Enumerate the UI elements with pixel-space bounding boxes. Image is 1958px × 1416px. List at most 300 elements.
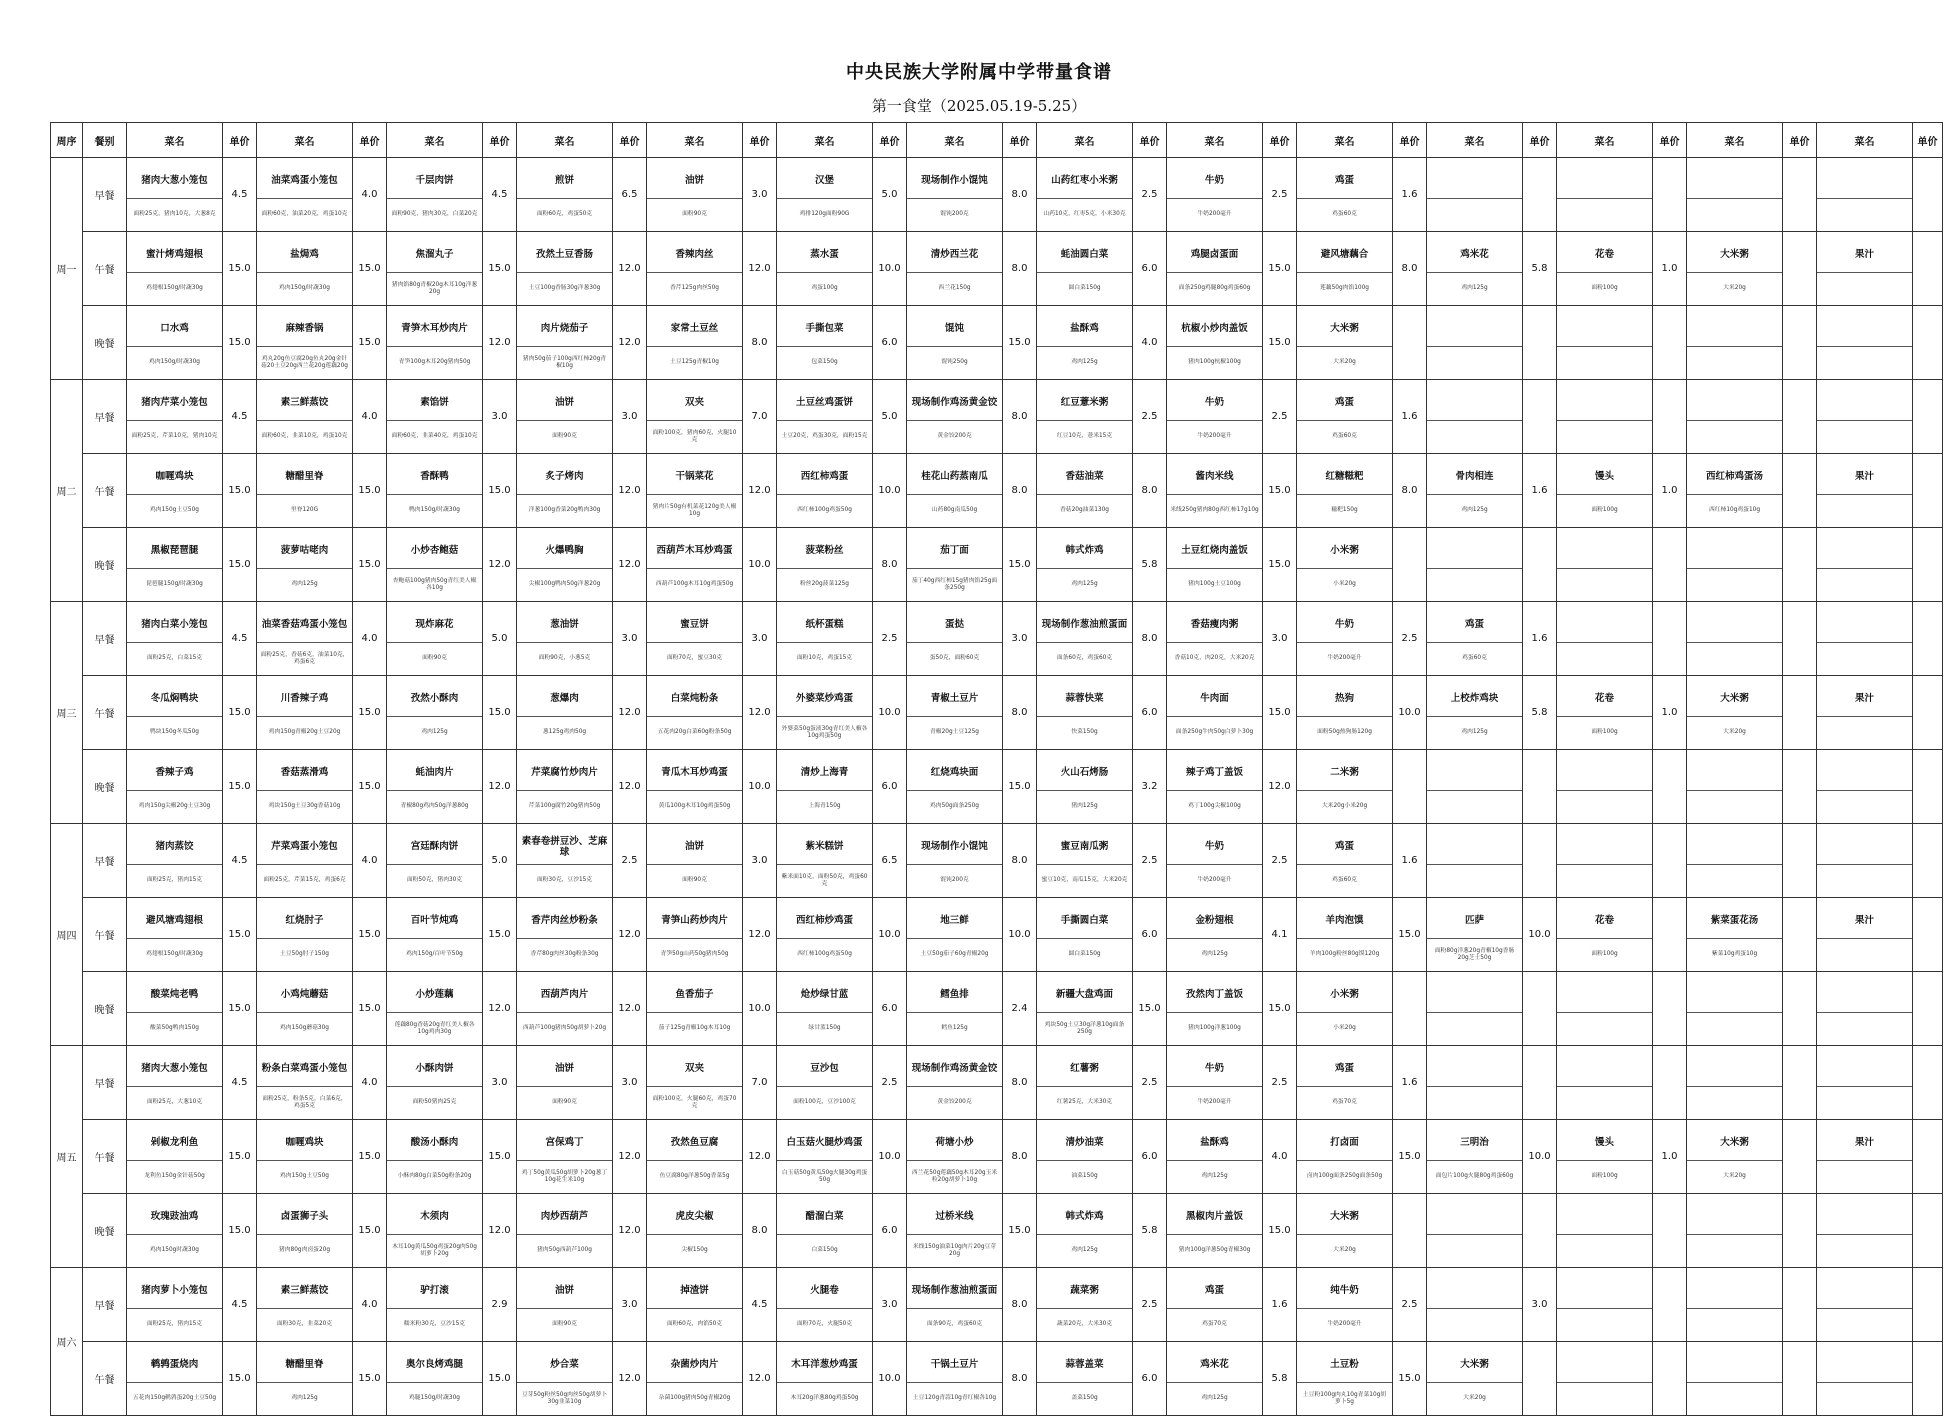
dish-name: 香酥鸭 — [420, 471, 449, 483]
dish-ingredients: 面粉100g — [1557, 938, 1652, 971]
dish-cell — [127, 602, 223, 676]
dish-price: 2.4 — [1003, 972, 1037, 1046]
dish-ingredients: 米线150g油菜10g肉片20g豆芽20g — [907, 1234, 1002, 1267]
dish-cell — [647, 1120, 743, 1194]
dish-cell — [647, 824, 743, 898]
dish-ingredients: 面粉25克，猪肉15克 — [127, 864, 222, 897]
dish-name: 牛奶 — [1204, 841, 1224, 853]
dish-price — [1653, 1268, 1687, 1342]
dish-cell — [127, 1194, 223, 1268]
dish-name — [1427, 380, 1522, 420]
dish-name: 小酥肉饼 — [415, 1063, 454, 1075]
dish-cell — [647, 306, 743, 380]
dish-price: 12.0 — [613, 1194, 647, 1268]
dish-ingredients: 牛奶200毫升 — [1167, 1086, 1262, 1119]
dish-cell — [387, 158, 483, 232]
dish-name: 现炸麻花 — [415, 619, 454, 631]
dish-price — [1653, 528, 1687, 602]
dish-price — [1913, 676, 1943, 750]
dish-price: 4.5 — [223, 1046, 257, 1120]
dish-price: 15.0 — [483, 232, 517, 306]
dish-name — [1687, 380, 1782, 420]
dish-ingredients: 小酥肉80g白菜50g粉条20g — [387, 1160, 482, 1193]
dish-price: 10.0 — [873, 1342, 907, 1416]
dish-name: 现场制作小馄饨 — [921, 175, 988, 187]
dish-name — [1687, 1046, 1782, 1086]
dish-cell — [1427, 1046, 1523, 1120]
dish-cell — [1817, 1046, 1913, 1120]
dish-cell — [1557, 676, 1653, 750]
dish-price: 12.0 — [1263, 750, 1297, 824]
dish-ingredients: 蔬菜20克，大米30克 — [1037, 1308, 1132, 1341]
dish-price: 15.0 — [223, 1194, 257, 1268]
dish-price: 15.0 — [1393, 1342, 1427, 1416]
dish-name: 鱼香茄子 — [675, 989, 714, 1001]
dish-ingredients — [1687, 346, 1782, 379]
dish-ingredients: 鸡蛋60克 — [1297, 198, 1392, 231]
dish-cell — [907, 380, 1003, 454]
dish-ingredients: 鸡蛋70克 — [1297, 1086, 1392, 1119]
dish-cell — [1297, 380, 1393, 454]
dish-price — [1523, 824, 1557, 898]
dish-name: 芹菜鸡蛋小笼包 — [271, 841, 338, 853]
dish-price: 12.0 — [613, 676, 647, 750]
dish-ingredients: 馄饨200克 — [907, 198, 1002, 231]
dish-price: 1.0 — [1653, 454, 1687, 528]
dish-price: 8.0 — [743, 1194, 777, 1268]
dish-price: 8.0 — [1003, 1268, 1037, 1342]
dish-name: 现场制作鸡汤黄金饺 — [911, 1063, 998, 1075]
dish-cell — [777, 1046, 873, 1120]
dish-price — [1783, 306, 1817, 380]
dish-price: 15.0 — [1133, 972, 1167, 1046]
dish-ingredients — [1817, 198, 1912, 231]
dish-cell — [127, 306, 223, 380]
dish-ingredients — [1557, 346, 1652, 379]
dish-ingredients — [1427, 1308, 1522, 1341]
dish-name: 现场制作葱油煎蛋面 — [1041, 619, 1128, 631]
header-dish: 菜名 — [1297, 123, 1393, 158]
dish-price: 10.0 — [1003, 898, 1037, 972]
dish-cell — [647, 750, 743, 824]
dish-cell — [387, 306, 483, 380]
dish-name: 小米粥 — [1330, 545, 1359, 557]
dish-ingredients — [1557, 642, 1652, 675]
dish-price — [1913, 158, 1943, 232]
dish-ingredients: 鸡块150g土豆30g香菇10g — [257, 790, 352, 823]
dish-name: 清炒油菜 — [1065, 1137, 1104, 1149]
header-dish: 菜名 — [777, 123, 873, 158]
dish-ingredients — [1817, 1012, 1912, 1045]
dish-name: 素三鲜蒸饺 — [280, 397, 329, 409]
dish-cell — [387, 824, 483, 898]
dish-price: 2.5 — [1133, 158, 1167, 232]
header-price: 单价 — [1913, 123, 1943, 158]
dish-name: 纯牛奶 — [1330, 1285, 1359, 1297]
dish-price: 12.0 — [743, 454, 777, 528]
meal-label: 早餐 — [83, 1268, 127, 1342]
dish-cell — [1427, 824, 1523, 898]
dish-name: 馒头 — [1594, 1137, 1614, 1149]
dish-name: 菠萝咕咾肉 — [280, 545, 329, 557]
dish-price: 5.8 — [1133, 1194, 1167, 1268]
dish-ingredients: 面粉25克，猪肉15克 — [127, 1308, 222, 1341]
dish-name: 青笋木耳炒肉片 — [401, 323, 468, 335]
dish-cell — [1817, 1342, 1913, 1416]
dish-cell — [1687, 1120, 1783, 1194]
header-price: 单价 — [1783, 123, 1817, 158]
dish-cell — [387, 528, 483, 602]
dish-cell — [777, 1268, 873, 1342]
dish-cell — [647, 676, 743, 750]
meal-row — [51, 380, 1943, 454]
dish-ingredients: 香芹80g肉丝30g粉条30g — [517, 938, 612, 971]
dish-cell — [1687, 1342, 1783, 1416]
dish-price: 3.0 — [613, 602, 647, 676]
dish-cell — [257, 232, 353, 306]
dish-ingredients: 馄饨200克 — [907, 864, 1002, 897]
dish-cell — [1557, 1342, 1653, 1416]
dish-cell — [777, 306, 873, 380]
dish-price — [1913, 750, 1943, 824]
dish-ingredients — [1687, 1012, 1782, 1045]
dish-ingredients: 绿甘蓝150g — [777, 1012, 872, 1045]
dish-ingredients — [1557, 1382, 1652, 1415]
dish-name — [1687, 528, 1782, 568]
dish-ingredients — [1817, 790, 1912, 823]
header-dish: 菜名 — [1167, 123, 1263, 158]
dish-name: 奥尔良烤鸡腿 — [405, 1359, 463, 1371]
dish-ingredients: 黄瓜100g木耳10g鸡蛋50g — [647, 790, 742, 823]
dish-cell — [517, 898, 613, 972]
dish-cell — [257, 972, 353, 1046]
dish-cell — [1687, 454, 1783, 528]
dish-price — [1783, 1120, 1817, 1194]
dish-name: 肉炒西葫芦 — [540, 1211, 589, 1223]
dish-price: 10.0 — [1523, 898, 1557, 972]
dish-price: 6.0 — [873, 750, 907, 824]
dish-name — [1687, 1342, 1782, 1382]
meal-label: 晚餐 — [83, 972, 127, 1046]
dish-price: 8.0 — [1133, 454, 1167, 528]
dish-ingredients: 大米20g — [1687, 272, 1782, 305]
dish-ingredients: 杏鲍菇100g猪肉50g青红美人椒各10g — [387, 568, 482, 601]
dish-price: 4.5 — [223, 602, 257, 676]
dish-name: 猪肉蒸饺 — [155, 841, 194, 853]
dish-cell — [1167, 602, 1263, 676]
dish-name: 酱肉米线 — [1195, 471, 1234, 483]
dish-ingredients: 面粉80g洋葱20g青椒10g香肠20g芝士50g — [1427, 938, 1522, 971]
dish-price: 12.0 — [483, 972, 517, 1046]
dish-name: 大米粥 — [1720, 693, 1749, 705]
dish-cell — [1687, 898, 1783, 972]
dish-price: 3.2 — [1133, 750, 1167, 824]
dish-ingredients: 鸡排120g面粉90G — [777, 198, 872, 231]
dish-name: 土豆红烧肉盖饭 — [1181, 545, 1248, 557]
dish-cell — [1037, 1120, 1133, 1194]
dish-price: 12.0 — [613, 1342, 647, 1416]
dish-cell — [1817, 1120, 1913, 1194]
dish-price: 15.0 — [223, 454, 257, 528]
dish-cell — [1297, 1342, 1393, 1416]
dish-cell — [1427, 676, 1523, 750]
dish-ingredients: 包菜150g — [777, 346, 872, 379]
dish-ingredients: 鸡肉125g — [1037, 1234, 1132, 1267]
dish-cell — [127, 898, 223, 972]
dish-ingredients: 面粉60克，韭菜40克，鸡蛋10克 — [387, 420, 482, 453]
dish-name — [1687, 1194, 1782, 1234]
dish-price: 12.0 — [743, 1342, 777, 1416]
dish-price — [1913, 232, 1943, 306]
dish-name: 杂菌炒肉片 — [670, 1359, 719, 1371]
dish-name: 鸡蛋 — [1334, 841, 1354, 853]
dish-cell — [1037, 528, 1133, 602]
dish-cell — [1037, 676, 1133, 750]
dish-name: 香辣子鸡 — [155, 767, 194, 779]
meal-row — [51, 1342, 1943, 1416]
dish-name: 红薯粥 — [1070, 1063, 1099, 1075]
dish-name: 香芹肉丝炒粉条 — [531, 915, 598, 927]
dish-ingredients — [1427, 1234, 1522, 1267]
dish-price: 2.5 — [1133, 1046, 1167, 1120]
dish-ingredients: 西兰花150g — [907, 272, 1002, 305]
meal-label: 午餐 — [83, 1342, 127, 1416]
dish-ingredients — [1817, 716, 1912, 749]
dish-price: 12.0 — [613, 750, 647, 824]
dish-ingredients: 面粉100g — [1557, 272, 1652, 305]
dish-name — [1557, 1194, 1652, 1234]
dish-cell — [127, 750, 223, 824]
dish-name: 二米粥 — [1330, 767, 1359, 779]
dish-price: 4.0 — [1263, 1120, 1297, 1194]
dish-price: 12.0 — [613, 232, 647, 306]
dish-ingredients: 西葫芦100g木耳10g鸡蛋50g — [647, 568, 742, 601]
dish-ingredients: 面粉100克，火腿60克，鸡蛋70克 — [647, 1086, 742, 1119]
dish-ingredients: 紫米面10克，面粉50克，鸡蛋60克 — [777, 864, 872, 897]
dish-ingredients: 鸡腿150g/时蔬30g — [387, 1382, 482, 1415]
dish-name: 红烧肘子 — [285, 915, 324, 927]
dish-name: 素三鲜蒸饺 — [280, 1285, 329, 1297]
dish-name: 土豆粉 — [1330, 1359, 1359, 1371]
dish-cell — [517, 158, 613, 232]
dish-price: 1.6 — [1523, 602, 1557, 676]
dish-name — [1557, 824, 1652, 864]
dish-cell — [1167, 528, 1263, 602]
dish-ingredients: 面条250g牛肉50g白萝卜30g — [1167, 716, 1262, 749]
meal-row — [51, 972, 1943, 1046]
dish-name: 大米粥 — [1460, 1359, 1489, 1371]
dish-price — [1653, 1194, 1687, 1268]
dish-name: 粉条白菜鸡蛋小笼包 — [261, 1063, 348, 1075]
dish-price — [1913, 1342, 1943, 1416]
dish-name: 卤蛋狮子头 — [280, 1211, 329, 1223]
dish-price: 4.0 — [353, 824, 387, 898]
dish-ingredients — [1557, 1234, 1652, 1267]
dish-name — [1817, 528, 1912, 568]
dish-name: 小米粥 — [1330, 989, 1359, 1001]
dish-price: 12.0 — [613, 528, 647, 602]
dish-name: 纸杯蛋糕 — [805, 619, 844, 631]
dish-name: 蔬菜粥 — [1070, 1285, 1099, 1297]
dish-price — [1783, 1194, 1817, 1268]
dish-name: 酸汤小酥肉 — [410, 1137, 459, 1149]
dish-price: 15.0 — [1003, 528, 1037, 602]
menu-table — [50, 122, 1943, 1416]
dish-cell — [1037, 306, 1133, 380]
dish-name: 豆沙包 — [810, 1063, 839, 1075]
dish-price — [1913, 306, 1943, 380]
dish-ingredients — [1817, 346, 1912, 379]
dish-cell — [907, 898, 1003, 972]
dish-name: 匹萨 — [1464, 915, 1484, 927]
dish-name: 蚝油肉片 — [415, 767, 454, 779]
dish-price: 15.0 — [1263, 306, 1297, 380]
dish-price: 7.0 — [743, 1046, 777, 1120]
dish-name — [1817, 972, 1912, 1012]
dish-ingredients — [1817, 494, 1912, 527]
dish-name: 果汁 — [1854, 693, 1874, 705]
dish-ingredients: 牛奶200毫升 — [1167, 420, 1262, 453]
dish-ingredients: 鸡肉150g青椒20g土豆20g — [257, 716, 352, 749]
dish-cell — [387, 676, 483, 750]
dish-price: 6.0 — [873, 306, 907, 380]
meal-label: 午餐 — [83, 232, 127, 306]
dish-ingredients: 大米20g — [1297, 346, 1392, 379]
dish-ingredients: 面粉25克，香菇6克，油菜10克，鸡蛋6克 — [257, 642, 352, 675]
dish-name: 油饼 — [684, 175, 704, 187]
dish-ingredients: 鸡肉125g — [1427, 272, 1522, 305]
dish-cell — [1427, 454, 1523, 528]
dish-name — [1687, 824, 1782, 864]
dish-cell — [127, 1268, 223, 1342]
dish-cell — [517, 1268, 613, 1342]
dish-name: 避风塘藕合 — [1320, 249, 1369, 261]
dish-ingredients: 土豆粉100g肉丸10g青菜10g胡萝卜5g — [1297, 1382, 1392, 1415]
dish-name: 杭椒小炒肉盖饭 — [1181, 323, 1248, 335]
dish-name: 红糖糍粑 — [1325, 471, 1364, 483]
dish-cell — [1427, 380, 1523, 454]
dish-price: 8.0 — [1003, 1342, 1037, 1416]
dish-price: 6.0 — [1133, 676, 1167, 750]
dish-ingredients: 白菜150g — [777, 1234, 872, 1267]
dish-cell — [1167, 824, 1263, 898]
dish-ingredients: 红豆10克，薏米15克 — [1037, 420, 1132, 453]
dish-cell — [1687, 824, 1783, 898]
dish-name: 炒合菜 — [550, 1359, 579, 1371]
dish-ingredients: 大米20g小米20g — [1297, 790, 1392, 823]
dish-name: 手撕包菜 — [805, 323, 844, 335]
dish-cell — [1037, 380, 1133, 454]
dish-ingredients: 面粉90克 — [517, 420, 612, 453]
dish-ingredients: 鸡肉125g — [387, 716, 482, 749]
dish-ingredients: 羊肉100g粉丝80g馍120g — [1297, 938, 1392, 971]
dish-price: 5.8 — [1133, 528, 1167, 602]
dish-name: 煎饼 — [554, 175, 574, 187]
dish-price — [1653, 1046, 1687, 1120]
meal-label: 早餐 — [83, 158, 127, 232]
dish-price: 1.6 — [1393, 380, 1427, 454]
dish-price: 4.5 — [483, 158, 517, 232]
dish-ingredients: 五花肉150g鹌鹑蛋20g土豆50g — [127, 1382, 222, 1415]
dish-name: 蒸水蛋 — [810, 249, 839, 261]
dish-price — [1783, 1268, 1817, 1342]
dish-ingredients: 面粉100g — [1557, 494, 1652, 527]
dish-cell — [517, 454, 613, 528]
dish-ingredients: 茄丁40g西红柿15g猪肉馅25g面条250g — [907, 568, 1002, 601]
dish-name: 馒头 — [1594, 471, 1614, 483]
dish-price — [1783, 528, 1817, 602]
dish-price — [1653, 750, 1687, 824]
dish-name: 猪肉芹菜小笼包 — [141, 397, 208, 409]
dish-price: 4.0 — [1133, 306, 1167, 380]
dish-name — [1427, 1268, 1522, 1308]
dish-cell — [647, 454, 743, 528]
dish-ingredients: 鸭块150g冬瓜50g — [127, 716, 222, 749]
dish-name: 蛋挞 — [944, 619, 964, 631]
dish-cell — [907, 1342, 1003, 1416]
dish-name — [1557, 1342, 1652, 1382]
dish-cell — [1427, 1120, 1523, 1194]
dish-name — [1817, 1342, 1912, 1382]
dish-name — [1687, 306, 1782, 346]
dish-cell — [1817, 602, 1913, 676]
dish-name: 糖醋里脊 — [285, 471, 324, 483]
dish-price: 4.5 — [743, 1268, 777, 1342]
dish-price — [1523, 380, 1557, 454]
dish-name: 花卷 — [1594, 915, 1614, 927]
dish-cell — [257, 676, 353, 750]
dish-name: 黑椒肉片盖饭 — [1185, 1211, 1243, 1223]
dish-price: 8.0 — [1133, 602, 1167, 676]
dish-price: 15.0 — [1263, 676, 1297, 750]
dish-cell — [1817, 1194, 1913, 1268]
dish-name — [1557, 750, 1652, 790]
dish-price: 7.0 — [743, 380, 777, 454]
dish-cell — [1167, 380, 1263, 454]
dish-ingredients: 大米20g — [1687, 1160, 1782, 1193]
dish-price: 15.0 — [223, 676, 257, 750]
dish-ingredients: 面粉90克，小葱5克 — [517, 642, 612, 675]
dish-ingredients: 土豆50g茄子60g青椒20g — [907, 938, 1002, 971]
header-price: 单价 — [1393, 123, 1427, 158]
dish-name — [1557, 158, 1652, 198]
dish-name — [1557, 528, 1652, 568]
header-price: 单价 — [1003, 123, 1037, 158]
dish-ingredients: 鸡肉150g/百叶节50g — [387, 938, 482, 971]
dish-name: 猪肉大葱小笼包 — [141, 175, 208, 187]
dish-price: 2.5 — [873, 1046, 907, 1120]
dish-price: 15.0 — [353, 1342, 387, 1416]
dish-cell — [387, 898, 483, 972]
dish-cell — [1557, 972, 1653, 1046]
dish-price — [1523, 158, 1557, 232]
dish-name: 火爆鸭胸 — [545, 545, 584, 557]
dish-ingredients — [1817, 642, 1912, 675]
dish-ingredients — [1427, 420, 1522, 453]
dish-price — [1783, 158, 1817, 232]
dish-price — [1393, 750, 1427, 824]
dish-price: 4.0 — [353, 158, 387, 232]
meal-row — [51, 232, 1943, 306]
dish-cell — [907, 1120, 1003, 1194]
dish-name: 青椒土豆片 — [930, 693, 979, 705]
dish-name: 黑椒琵琶腿 — [150, 545, 199, 557]
meal-label: 晚餐 — [83, 750, 127, 824]
dish-ingredients: 糯米粉30克，豆沙15克 — [387, 1308, 482, 1341]
dish-name: 菠菜粉丝 — [805, 545, 844, 557]
dish-cell — [1297, 1194, 1393, 1268]
dish-name: 小炒莲藕 — [415, 989, 454, 1001]
